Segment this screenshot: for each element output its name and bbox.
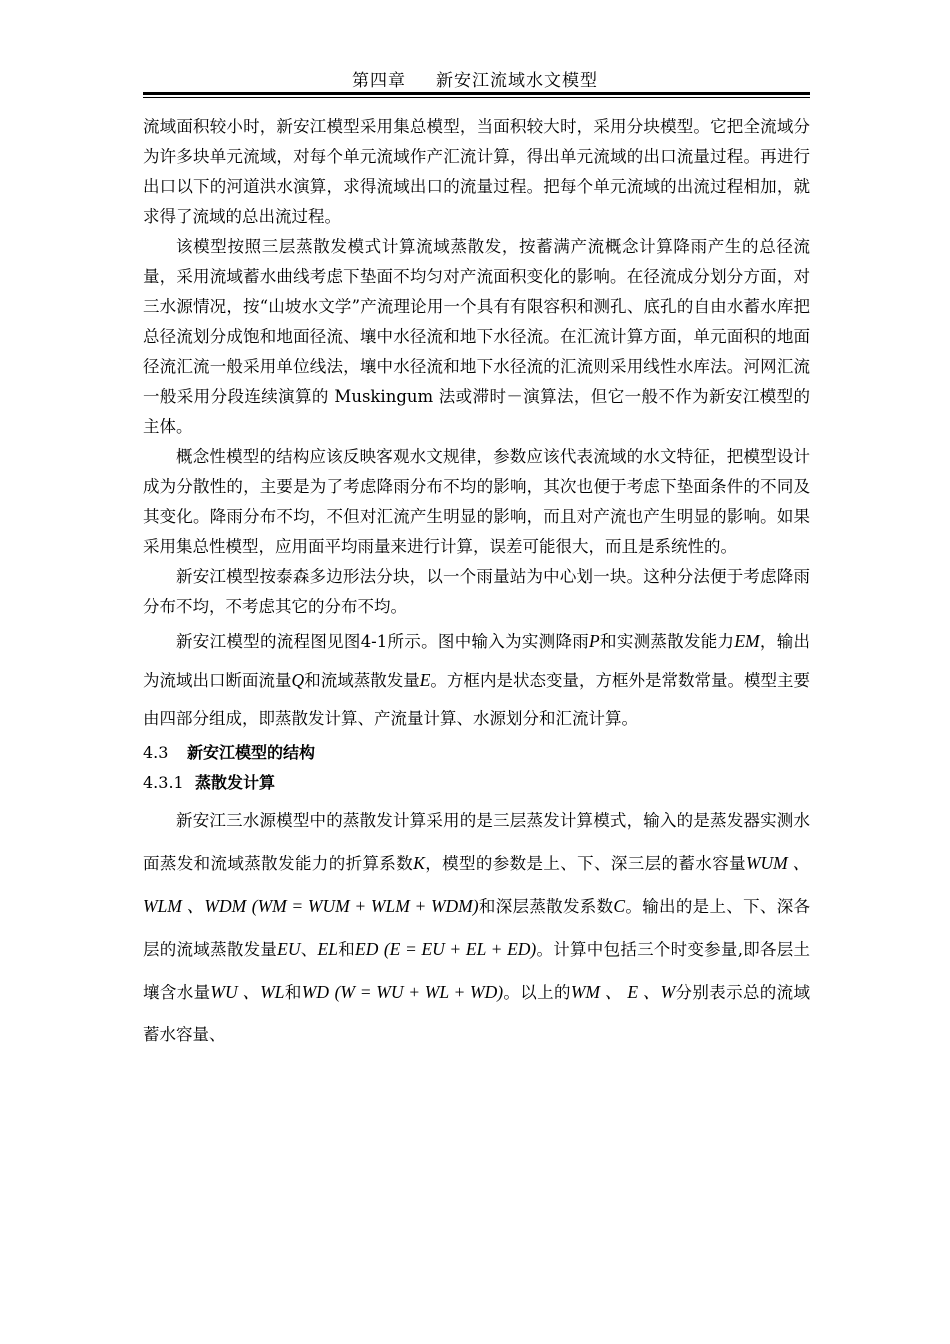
paragraph-4: 新安江模型按泰森多边形法分块，以一个雨量站为中心划一块。这种分法便于考虑降雨分布不均，不考虑其它的分布不均。 — [143, 567, 810, 616]
header-rule-thin — [143, 97, 810, 98]
subsection-title: 蒸散发计算 — [195, 773, 276, 792]
symbol-k: K — [413, 853, 425, 873]
formula-wm: (WM = WUM + WLM + WDM) — [251, 896, 479, 916]
chapter-label: 第四章 — [352, 71, 406, 91]
subsection-heading — [143, 768, 810, 798]
paragraph-5: 新安江模型的流程图见图4-1所示。图中输入为实测降雨P和实测蒸散发能力EM，输出为流域出口断面流量Q和流域蒸散发量E。方框内是状态变量，方框外是常数常量。模型主要由四部分组成，即蒸散发计算、产流量计算、水源划分和汇流计算。 — [143, 631, 811, 728]
section-heading — [143, 738, 810, 768]
symbol-el: EL — [317, 939, 338, 959]
symbol-eu: EU — [277, 939, 301, 959]
body-text — [143, 112, 810, 1056]
formula-e: (E = EU + EL + ED) — [383, 939, 537, 959]
symbol-p: P — [589, 631, 600, 651]
section-title: 新安江模型的结构 — [187, 743, 316, 762]
symbol-wd: WD — [301, 982, 329, 1002]
symbol-ed: ED — [355, 939, 379, 959]
running-header — [0, 66, 950, 91]
paragraph-3: 概念性模型的结构应该反映客观水文规律，参数应该代表流域的水文特征，把模型设计成为分散性的，主要是为了考虑降雨分布不均的影响，其次也便于考虑下垫面条件的不同及其变化。降雨分布不均，不但对汇流产生明显的影响，而且对产流也产生明显的影响。如果采用集总性模型，应用面平均雨量来进行计算，误差可能很大，而且是系统性的。 — [143, 447, 810, 556]
symbol-em: EM — [734, 631, 760, 651]
symbol-q: Q — [291, 670, 305, 690]
chapter-title: 新安江流域水文模型 — [436, 71, 598, 91]
formula-symbol-list: WM 、 E 、W — [570, 982, 676, 1002]
subsection-number: 4.3.1 — [143, 773, 184, 792]
formula-wu-wl: WU 、WL — [210, 982, 285, 1002]
paragraph-2: 该模型按照三层蒸散发模式计算流域蒸散发，按蓄满产流概念计算降雨产生的总径流量，采用流域蓄水曲线考虑下垫面不均匀对产流面积变化的影响。在径流成分划分方面，对三水源情况，按“山坡水文学”产流理论用一个具有有限容积和测孔、底孔的自由水蓄水库把总径流划分成饱和地面径流、壤中水径流和地下水径流。在汇流计算方面，单元面积的地面径流汇流一般采用单位线法，壤中水径流和地下水径流的汇流则采用线性水库法。河网汇流一般采用分段连续演算的 Muskingum 法或滞时－演算法，但它一般不作为新安江模型的主体。 — [143, 237, 810, 436]
section-number: 4.3 — [143, 743, 169, 762]
formula-w: (W = WU + WL + WD) — [334, 982, 504, 1002]
paragraph-1: 流域面积较小时，新安江模型采用集总模型，当面积较大时，采用分块模型。它把全流域分为许多块单元流域，对每个单元流域作产汇流计算，得出单元流域的出口流量过程。再进行出口以下的河道洪水演算，求得流域出口的流量过程。把每个单元流域的出流过程相加，就求得了流域的总出流过程。 — [143, 117, 810, 226]
symbol-e: E — [419, 670, 431, 690]
paragraph-6: 新安江三水源模型中的蒸散发计算采用的是三层蒸发计算模式，输入的是蒸发器实测水面蒸发和流域蒸散发能力的折算系数K，模型的参数是上、下、深三层的蓄水容量WUM 、WLM 、WDM (WM = WUM + WLM + WDM)和深层蒸散发系数C。输出的是上、下、深各层的流域蒸散发量EU、EL和ED (E = EU + EL + ED)。计算中包括三个时变参量,即各层土壤含水量WU 、WL和WD (W = WU + WL + WD)。以上的WM 、 E 、W分别表示总的流域蓄水容量、 — [143, 811, 811, 1044]
formula-wm-list: WUM 、WLM 、WDM — [143, 853, 811, 916]
symbol-c: C — [613, 896, 626, 916]
header-rule-thick — [143, 92, 810, 95]
